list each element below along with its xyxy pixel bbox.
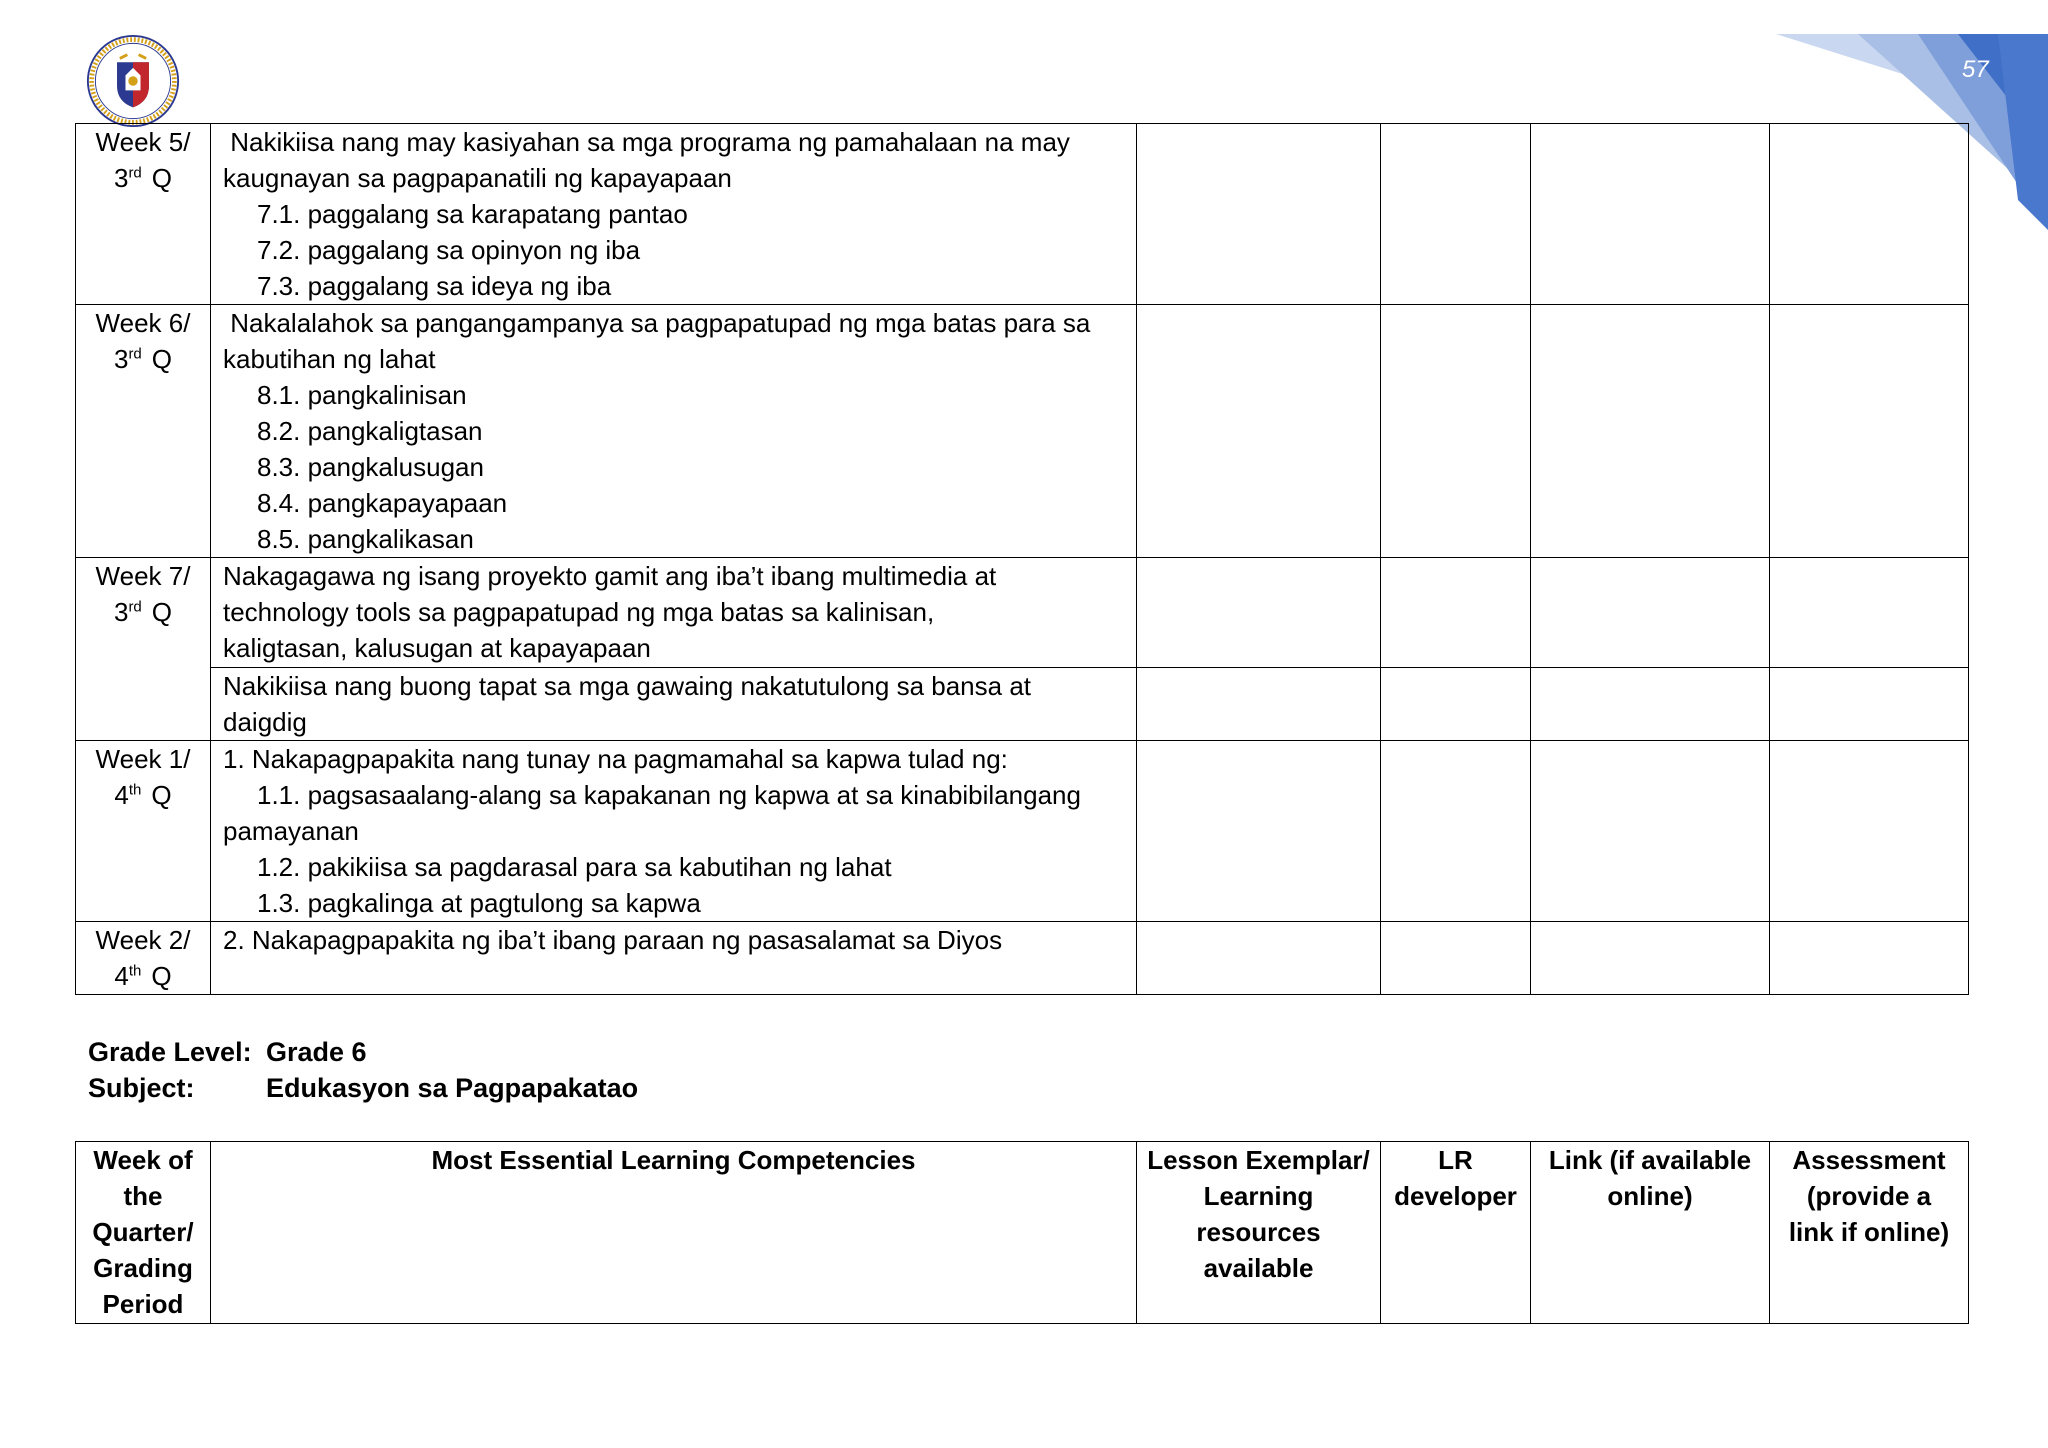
- most-essential-competencies-header: [211, 1142, 1137, 1324]
- competency-subitem: 1.1. pagsasaalang-alang sa kapakanan ng kapwa at sa kinabibilangang: [257, 780, 1081, 810]
- competency-subitem: 8.3. pangkalusugan: [257, 452, 484, 482]
- competency-cell: [211, 922, 1137, 995]
- table-row: [76, 124, 1969, 305]
- quarter-label: 4th Q: [114, 780, 172, 810]
- competency-text: daigdig: [223, 707, 307, 737]
- header-line: Grading: [93, 1253, 193, 1283]
- header-row: [76, 1142, 1969, 1324]
- empty-cell: [1381, 922, 1531, 995]
- week-label: Week 7/: [95, 561, 191, 591]
- subject-label: Subject:: [88, 1073, 195, 1103]
- empty-cell: [1531, 741, 1770, 922]
- competency-subitem: 8.1. pangkalinisan: [257, 380, 467, 410]
- empty-cell: [1770, 305, 1969, 558]
- week-of-quarter-header: [76, 1142, 211, 1324]
- header-line: Week of: [93, 1145, 193, 1175]
- header-line: the: [123, 1181, 163, 1211]
- week-quarter-cell: [76, 741, 211, 922]
- competency-subitem: 7.1. paggalang sa karapatang pantao: [257, 199, 688, 229]
- assessment-header: [1770, 1142, 1969, 1324]
- empty-cell: [1137, 922, 1381, 995]
- empty-cell: [1531, 922, 1770, 995]
- competency-subitem: 8.4. pangkapayapaan: [257, 488, 508, 518]
- competency-text: Nakalalahok sa pangangampanya sa pagpapatupad ng mga batas para sa: [223, 308, 1091, 338]
- empty-cell: [1531, 668, 1770, 741]
- competency-subitem: 1.2. pakikiisa sa pagdarasal para sa kabutihan ng lahat: [257, 852, 892, 882]
- lr-developer-header: [1381, 1142, 1531, 1324]
- week-label: Week 6/: [95, 308, 191, 338]
- competency-table: [75, 123, 1969, 995]
- empty-cell: [1137, 305, 1381, 558]
- empty-cell: [1381, 124, 1531, 305]
- header-line: Lesson Exemplar/: [1147, 1145, 1370, 1175]
- header-line: developer: [1394, 1181, 1517, 1211]
- competency-text: kaligtasan, kalusugan at kapayapaan: [223, 633, 651, 663]
- competency-text: Nakikiisa nang may kasiyahan sa mga programa ng pamahalaan na may: [223, 127, 1070, 157]
- empty-cell: [1531, 558, 1770, 668]
- competency-cell: [211, 741, 1137, 922]
- week-label: Week 1/: [95, 744, 191, 774]
- empty-cell: [1137, 741, 1381, 922]
- grade6-header-table: [75, 1141, 1969, 1324]
- competency-subitem: 1.3. pagkalinga at pagtulong sa kapwa: [257, 888, 701, 918]
- week-quarter-cell: [76, 558, 211, 741]
- competency-subitem: 7.3. paggalang sa ideya ng iba: [257, 271, 612, 301]
- table-row: [76, 558, 1969, 668]
- grade-level-value: Grade 6: [266, 1037, 367, 1067]
- competency-subitem: 8.5. pangkalikasan: [257, 524, 474, 554]
- table-row: [76, 922, 1969, 995]
- table-row: [76, 305, 1969, 558]
- competency-text: 1. Nakapagpapakita nang tunay na pagmamahal sa kapwa tulad ng:: [223, 744, 1008, 774]
- quarter-label: 3rd Q: [113, 344, 173, 374]
- empty-cell: [1770, 741, 1969, 922]
- link-header: [1531, 1142, 1770, 1324]
- competency-text: kabutihan ng lahat: [223, 344, 436, 374]
- empty-cell: [1381, 741, 1531, 922]
- header-line: Assessment: [1792, 1145, 1946, 1175]
- table-row: [76, 668, 1969, 741]
- page-number: 57: [1962, 56, 1989, 83]
- quarter-label: 3rd Q: [113, 597, 173, 627]
- header-line: LR: [1438, 1145, 1473, 1175]
- header-line: Learning: [1203, 1181, 1314, 1211]
- header-line: Quarter/: [92, 1217, 194, 1247]
- grade-level-label: Grade Level:: [88, 1037, 252, 1067]
- week-quarter-cell: [76, 124, 211, 305]
- empty-cell: [1381, 305, 1531, 558]
- header-line: resources: [1196, 1217, 1321, 1247]
- empty-cell: [1137, 558, 1381, 668]
- competency-cell: [211, 305, 1137, 558]
- competency-subitem: 7.2. paggalang sa opinyon ng iba: [257, 235, 641, 265]
- competency-subitem: 8.2. pangkaligtasan: [257, 416, 483, 446]
- week-label: Week 2/: [95, 925, 191, 955]
- header-line: (provide a: [1806, 1181, 1932, 1211]
- lesson-exemplar-header: [1137, 1142, 1381, 1324]
- empty-cell: [1770, 668, 1969, 741]
- empty-cell: [1770, 558, 1969, 668]
- header-line: Period: [102, 1289, 184, 1319]
- header-line: Link (if available: [1548, 1145, 1752, 1175]
- week-label: Week 5/: [95, 127, 191, 157]
- header-line: link if online): [1788, 1217, 1950, 1247]
- empty-cell: [1770, 922, 1969, 995]
- empty-cell: [1531, 305, 1770, 558]
- week-quarter-cell: [76, 305, 211, 558]
- competency-text: Nakikiisa nang buong tapat sa mga gawaing nakatutulong sa bansa at: [223, 671, 1032, 701]
- week-quarter-cell: [76, 922, 211, 995]
- competency-cell: [211, 668, 1137, 741]
- empty-cell: [1381, 558, 1531, 668]
- competency-text: 2. Nakapagpapakita ng iba’t ibang paraan ng pasasalamat sa Diyos: [223, 925, 1003, 955]
- empty-cell: [1770, 124, 1969, 305]
- subject-value: Edukasyon sa Pagpapakatao: [266, 1073, 639, 1103]
- quarter-label: 4th Q: [114, 961, 172, 991]
- empty-cell: [1137, 124, 1381, 305]
- header-line: Most Essential Learning Competencies: [431, 1145, 916, 1175]
- grade-level-line: [88, 1034, 367, 1070]
- header-line: available: [1203, 1253, 1314, 1283]
- competency-text: kaugnayan sa pagpapanatili ng kapayapaan: [223, 163, 732, 193]
- competency-text: technology tools sa pagpapatupad ng mga batas sa kalinisan,: [223, 597, 935, 627]
- table-row: [76, 741, 1969, 922]
- deped-seal-logo: [86, 34, 180, 128]
- empty-cell: [1381, 668, 1531, 741]
- empty-cell: [1137, 668, 1381, 741]
- header-line: online): [1607, 1181, 1693, 1211]
- empty-cell: [1531, 124, 1770, 305]
- competency-cell: [211, 124, 1137, 305]
- competency-text: pamayanan: [223, 816, 359, 846]
- competency-cell: [211, 558, 1137, 668]
- subject-line: [88, 1070, 638, 1106]
- competency-text: Nakagagawa ng isang proyekto gamit ang iba’t ibang multimedia at: [223, 561, 997, 591]
- quarter-label: 3rd Q: [113, 163, 173, 193]
